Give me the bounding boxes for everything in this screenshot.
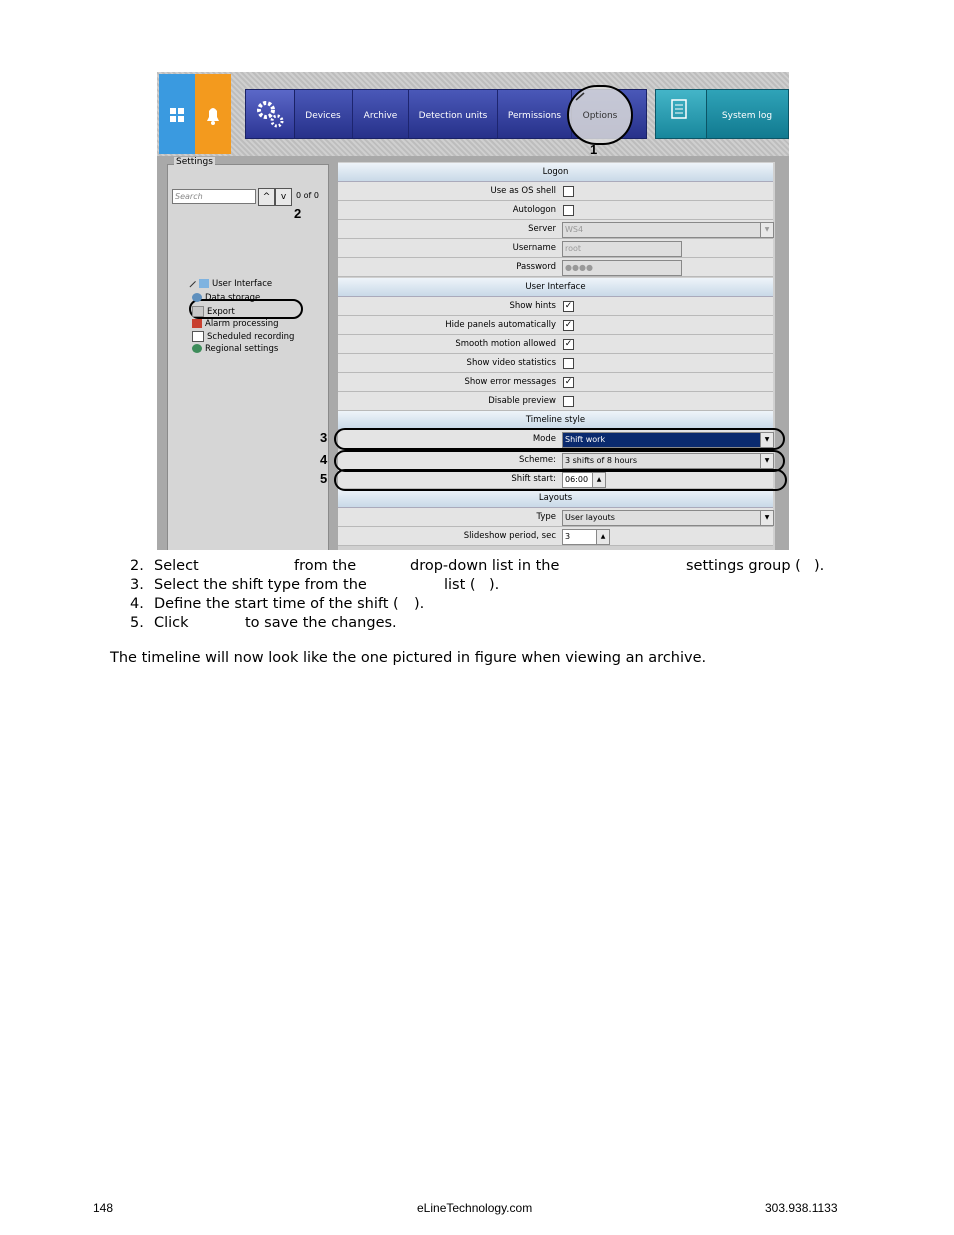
- tree-label: User Interface: [212, 279, 273, 289]
- autologon-checkbox[interactable]: [563, 205, 574, 216]
- callout-5: 5: [320, 471, 328, 486]
- disable-preview-row: [338, 392, 773, 411]
- tree-data-storage[interactable]: [192, 293, 260, 303]
- system-log-tab[interactable]: [655, 89, 789, 139]
- bell-icon: [195, 74, 231, 154]
- show-video-stats-row: [338, 354, 773, 373]
- show-errors-checkbox[interactable]: ✓: [564, 377, 573, 387]
- settings-screenshot: [157, 72, 789, 550]
- use-os-shell-label: Use as OS shell: [490, 186, 556, 196]
- mode-highlight: [334, 428, 785, 450]
- folder-icon: [199, 279, 209, 288]
- step-2-number: 2.: [130, 558, 144, 574]
- nav-detection-units[interactable]: Detection units: [409, 90, 498, 138]
- show-video-stats-checkbox[interactable]: [563, 358, 574, 369]
- callout-2: 2: [294, 206, 302, 221]
- calendar-icon: [192, 331, 204, 342]
- timeline-paragraph: The timeline will now look like the one pictured in figure when viewing an archive.: [110, 650, 707, 666]
- type-value: User layouts: [565, 513, 615, 522]
- type-label: Type: [536, 512, 556, 522]
- shift-start-highlight: [334, 469, 787, 491]
- tree-label: Data storage: [205, 293, 261, 303]
- smooth-motion-checkbox[interactable]: ✓: [564, 339, 573, 349]
- spinner-icon: ▲: [592, 473, 605, 487]
- chevron-down-icon: ▼: [760, 454, 773, 468]
- show-video-stats-label: Show video statistics: [466, 358, 556, 368]
- smooth-motion-row: [338, 335, 773, 354]
- password-row: [338, 258, 773, 277]
- step-4-end: ).: [414, 596, 425, 612]
- top-toolbar: [157, 72, 789, 156]
- settings-legend: Settings: [176, 157, 213, 167]
- settings-tree-panel: [167, 157, 329, 550]
- disable-preview-label: Disable preview: [488, 396, 556, 406]
- windows-icon: [159, 74, 195, 154]
- autologon-row: [338, 201, 773, 220]
- show-hints-row: [338, 297, 773, 316]
- spinner-icon: ▲: [596, 530, 609, 544]
- nav-archive[interactable]: Archive: [353, 90, 409, 138]
- nav-permissions[interactable]: Permissions: [498, 90, 572, 138]
- shift-start-label: Shift start:: [511, 474, 556, 484]
- password-label: Password: [516, 262, 556, 272]
- search-input[interactable]: Search: [172, 189, 256, 204]
- tree-export[interactable]: [192, 306, 235, 317]
- tree-scheduled-recording[interactable]: [192, 331, 294, 342]
- show-errors-label: Show error messages: [464, 377, 556, 387]
- shift-start-value: 06:00: [565, 475, 589, 484]
- page-number: 148: [93, 1201, 114, 1215]
- disable-preview-checkbox[interactable]: [563, 396, 574, 407]
- callout-4: 4: [320, 452, 328, 467]
- step-2-dropdown: drop-down list in the: [410, 558, 560, 574]
- password-field[interactable]: ●●●●: [562, 260, 682, 276]
- use-os-shell-row: [338, 182, 773, 201]
- slideshow-value: 3: [565, 532, 571, 541]
- show-errors-row: [338, 373, 773, 392]
- alarm-icon: [192, 319, 202, 328]
- step-2-group: settings group (: [686, 558, 801, 574]
- chevron-down-icon: ▼: [760, 433, 773, 447]
- hide-panels-label: Hide panels automatically: [445, 320, 556, 330]
- pencil-icon: [188, 280, 196, 288]
- slideshow-row: [338, 527, 773, 546]
- hide-panels-row: [338, 316, 773, 335]
- windows-button[interactable]: [159, 74, 195, 154]
- timeline-style-header: Timeline style: [338, 411, 773, 430]
- mode-value: Shift work: [565, 435, 606, 444]
- type-row: [338, 508, 773, 527]
- step-5-number: 5.: [130, 615, 144, 631]
- server-select[interactable]: [562, 222, 774, 238]
- step-2-end: ).: [814, 558, 825, 574]
- step-2-from: from the: [294, 558, 357, 574]
- callout-1: 1: [590, 142, 598, 157]
- options-tab-highlight[interactable]: [567, 85, 633, 145]
- nav-options[interactable]: Options: [582, 111, 618, 121]
- step-3-text: Select the shift type from the: [154, 577, 367, 593]
- globe-icon: [192, 344, 202, 353]
- smooth-motion-label: Smooth motion allowed: [455, 339, 556, 349]
- callout-3: 3: [320, 430, 328, 445]
- tree-label: Scheduled recording: [207, 332, 295, 342]
- settings-gear-button[interactable]: [246, 90, 295, 138]
- logon-header: Logon: [338, 163, 773, 182]
- layouts-header: Layouts: [338, 489, 773, 508]
- step-5-text: to save the changes.: [245, 615, 397, 631]
- server-label: Server: [528, 224, 556, 234]
- system-log-label: System log: [721, 111, 773, 121]
- scheme-label: Scheme:: [518, 455, 556, 465]
- slideshow-stepper[interactable]: [562, 529, 610, 545]
- footer-website: eLineTechnology.com: [417, 1201, 533, 1215]
- step-3-end: ).: [489, 577, 500, 593]
- settings-grid: [338, 162, 775, 550]
- log-icon: [656, 90, 706, 138]
- step-4-text: Define the start time of the shift (: [154, 596, 399, 612]
- tree-label: Regional settings: [205, 344, 279, 354]
- tree-regional-settings[interactable]: [192, 344, 278, 354]
- username-label: Username: [512, 243, 556, 253]
- alarm-button[interactable]: [195, 74, 231, 154]
- search-count: 0 of 0: [296, 191, 319, 200]
- user-interface-header: User Interface: [338, 278, 773, 297]
- server-row: [338, 220, 773, 239]
- scheme-value: 3 shifts of 8 hours: [565, 456, 637, 465]
- step-5-click: Click: [154, 615, 189, 631]
- hide-panels-checkbox[interactable]: ✓: [564, 320, 573, 330]
- system-log-button[interactable]: [656, 90, 707, 138]
- step-3-list: list (: [444, 577, 476, 593]
- chevron-down-icon: ▼: [760, 223, 773, 237]
- server-value: WS4: [565, 225, 584, 234]
- step-4-number: 4.: [130, 596, 144, 612]
- tree-label: Alarm processing: [205, 319, 279, 329]
- username-row: [338, 239, 773, 258]
- footer-phone: 303.938.1133: [765, 1201, 838, 1215]
- nav-devices[interactable]: Devices: [294, 90, 353, 138]
- use-os-shell-checkbox[interactable]: [563, 186, 574, 197]
- show-hints-label: Show hints: [509, 301, 556, 311]
- show-hints-checkbox[interactable]: ✓: [564, 301, 573, 311]
- slideshow-label: Slideshow period, sec: [463, 531, 556, 541]
- gear-icon: [246, 90, 294, 138]
- tree-label: Export: [207, 307, 235, 317]
- autologon-label: Autologon: [512, 205, 556, 215]
- tree-alarm-processing[interactable]: [192, 319, 279, 329]
- tree-user-interface[interactable]: [188, 279, 272, 289]
- mode-label: Mode: [532, 434, 556, 444]
- storage-icon: [192, 293, 202, 302]
- search-down-button[interactable]: v: [275, 188, 292, 206]
- chevron-down-icon: ▼: [760, 511, 773, 525]
- step-2-select: Select: [154, 558, 199, 574]
- username-field[interactable]: root: [562, 241, 682, 257]
- type-select[interactable]: [562, 510, 774, 526]
- wrench-icon: [575, 91, 587, 101]
- export-icon: [192, 306, 204, 317]
- search-up-button[interactable]: ^: [258, 188, 275, 206]
- step-3-number: 3.: [130, 577, 144, 593]
